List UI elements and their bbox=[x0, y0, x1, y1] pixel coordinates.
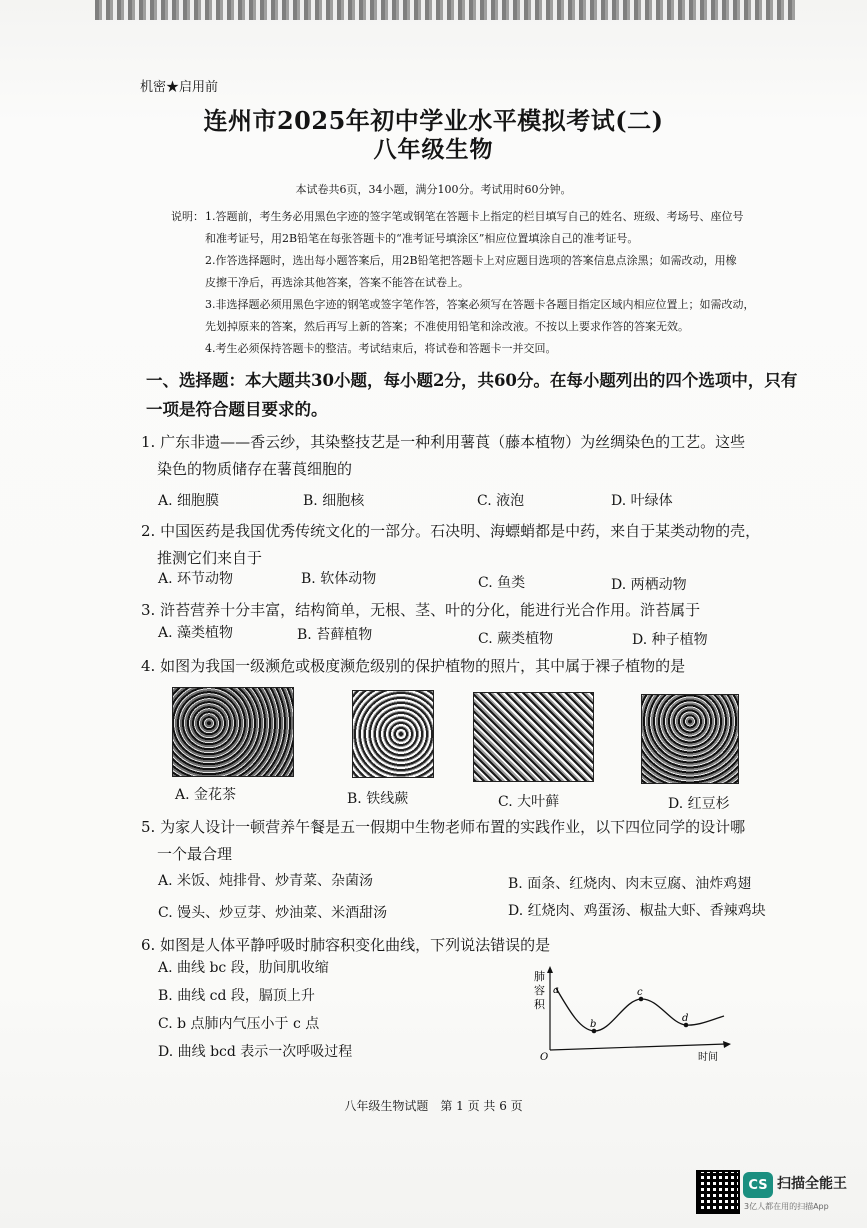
y-label-2: 容 bbox=[534, 984, 545, 997]
origin-label: O bbox=[540, 1052, 549, 1063]
scanner-brand: 扫描全能王 bbox=[777, 1176, 847, 1192]
q4-option-d: D. 红豆杉 bbox=[668, 796, 730, 812]
q1-option-b: B. 细胞核 bbox=[303, 493, 365, 509]
y-axis-arrow bbox=[547, 966, 553, 973]
secret-mark: 机密★启用前 bbox=[140, 80, 219, 95]
q5-stem-line1: 5. 为家人设计一顿营养午餐是五一假期中生物老师布置的实践作业，以下四位同学的设计哪 bbox=[141, 818, 746, 836]
q5-option-b: B. 面条、红烧肉、肉末豆腐、油炸鸡翅 bbox=[508, 876, 752, 892]
q1-stem-line2: 染色的物质储存在薯莨细胞的 bbox=[157, 460, 353, 478]
q6-option-d: D. 曲线 bcd 表示一次呼吸过程 bbox=[158, 1044, 353, 1060]
section-heading bbox=[146, 366, 797, 424]
q2-stem bbox=[141, 518, 760, 572]
instruction-3b: 先划掉原来的答案，然后再写上新的答案；不准使用铅笔和涂改液。不按以上要求作答的答案无效。 bbox=[205, 320, 689, 333]
section-line-2: 一项是符合题目要求的。 bbox=[146, 400, 328, 419]
q4-option-c: C. 大叶藓 bbox=[498, 794, 560, 810]
x-label: 时间 bbox=[698, 1052, 718, 1063]
scanner-slogan: 3亿人都在用的扫描App bbox=[744, 1202, 829, 1211]
qr-code-icon bbox=[696, 1170, 740, 1214]
q5-option-c: C. 馒头、炒豆芽、炒油菜、米酒甜汤 bbox=[158, 905, 388, 921]
q3-option-b: B. 苔藓植物 bbox=[297, 627, 373, 643]
q1-option-d: D. 叶绿体 bbox=[611, 493, 673, 509]
q2-stem-line2: 推测它们来自于 bbox=[157, 549, 263, 567]
q5-option-a: A. 米饭、炖排骨、炒青菜、杂菌汤 bbox=[158, 873, 374, 889]
q2-option-c: C. 鱼类 bbox=[478, 575, 526, 591]
camscanner-logo-icon: CS bbox=[743, 1172, 773, 1198]
q6-stem: 6. 如图是人体平静呼吸时肺容积变化曲线，下列说法错误的是 bbox=[141, 936, 551, 954]
q2-option-a: A. 环节动物 bbox=[158, 571, 234, 587]
x-axis bbox=[550, 1044, 726, 1050]
q6-option-b: B. 曲线 cd 段，膈顶上升 bbox=[158, 988, 315, 1004]
q2-option-b: B. 软体动物 bbox=[301, 571, 377, 587]
y-label-3: 积 bbox=[534, 998, 545, 1011]
point-a-label: a bbox=[553, 985, 559, 996]
photo-maidenhair-fern bbox=[352, 690, 434, 778]
section-line-1: 一、选择题：本大题共30小题，每小题2分，共60分。在每小题列出的四个选项中，只有 bbox=[146, 371, 798, 390]
paper-info: 本试卷共6页，34小题，满分100分。考试用时60分钟。 bbox=[295, 183, 572, 196]
q6-option-a: A. 曲线 bc 段，肋间肌收缩 bbox=[158, 960, 329, 976]
y-label-1: 肺 bbox=[534, 970, 545, 983]
q2-option-d: D. 两栖动物 bbox=[611, 577, 687, 593]
q1-stem bbox=[141, 429, 745, 483]
q6-option-c: C. b 点肺内气压小于 c 点 bbox=[158, 1016, 320, 1032]
q4-stem: 4. 如图为我国一级濒危或极度濒危级别的保护植物的照片，其中属于裸子植物的是 bbox=[141, 657, 686, 675]
instruction-4: 4.考生必须保持答题卡的整洁。考试结束后，将试卷和答题卡一并交回。 bbox=[205, 342, 557, 355]
photo-yew bbox=[641, 694, 739, 784]
page-footer: 八年级生物试题 第 1 页 共 6 页 bbox=[344, 1099, 523, 1113]
photo-golden-camellia bbox=[172, 687, 294, 777]
q5-option-d: D. 红烧肉、鸡蛋汤、椒盐大虾、香辣鸡块 bbox=[508, 903, 766, 919]
exam-title: 连州市2025年初中学业水平模拟考试(二) bbox=[203, 106, 664, 135]
q3-option-d: D. 种子植物 bbox=[632, 632, 708, 648]
point-c-label: c bbox=[637, 987, 643, 998]
q4-option-b: B. 铁线蕨 bbox=[347, 791, 409, 807]
q1-stem-line1: 1. 广东非遗——香云纱，其染整技艺是一种利用薯莨（藤本植物）为丝绸染色的工艺。这些 bbox=[141, 433, 746, 451]
instructions-label: 说明： bbox=[171, 210, 204, 223]
q2-stem-line1: 2. 中国医药是我国优秀传统文化的一部分。石决明、海螵蛸都是中药，来自于某类动物的壳， bbox=[141, 522, 761, 540]
q3-option-c: C. 蕨类植物 bbox=[478, 631, 554, 647]
q5-stem-line2: 一个最合理 bbox=[157, 845, 233, 863]
photo-moss bbox=[473, 692, 594, 782]
exam-subject: 八年级生物 bbox=[373, 136, 494, 163]
q1-option-a: A. 细胞膜 bbox=[158, 493, 220, 509]
instruction-1a: 1.答题前，考生务必用黑色字迹的签字笔或钢笔在答题卡上指定的栏目填写自己的姓名、班级、考场号、座位号 bbox=[205, 210, 744, 223]
instruction-3a: 3.非选择题必须用黑色字迹的钢笔或签字笔作答，答案必须写在答题卡各题目指定区域内相应位置上；如需改动， bbox=[205, 298, 755, 311]
q1-option-c: C. 液泡 bbox=[477, 493, 525, 509]
q3-stem: 3. 浒苔营养十分丰富，结构简单，无根、茎、叶的分化，能进行光合作用。浒苔属于 bbox=[141, 601, 701, 619]
lung-volume-graph bbox=[526, 964, 736, 1064]
q5-stem bbox=[141, 814, 745, 868]
q3-option-a: A. 藻类植物 bbox=[158, 625, 234, 641]
instruction-2b: 皮擦干净后，再选涂其他答案，答案不能答在试卷上。 bbox=[205, 276, 469, 289]
point-b-label: b bbox=[590, 1019, 597, 1030]
scan-artifact-strip bbox=[95, 0, 795, 20]
q4-option-a: A. 金花茶 bbox=[175, 787, 237, 803]
instructions bbox=[173, 206, 791, 360]
x-axis-arrow bbox=[723, 1041, 731, 1048]
point-d-label: d bbox=[682, 1013, 689, 1024]
instruction-2a: 2.作答选择题时，选出每小题答案后，用2B铅笔把答题卡上对应题目选项的答案信息点涂黑；如需改动，用橡 bbox=[205, 254, 737, 267]
instruction-1b: 和准考证号，用2B铅笔在每张答题卡的“准考证号填涂区”相应位置填涂自己的准考证号。 bbox=[205, 232, 639, 245]
